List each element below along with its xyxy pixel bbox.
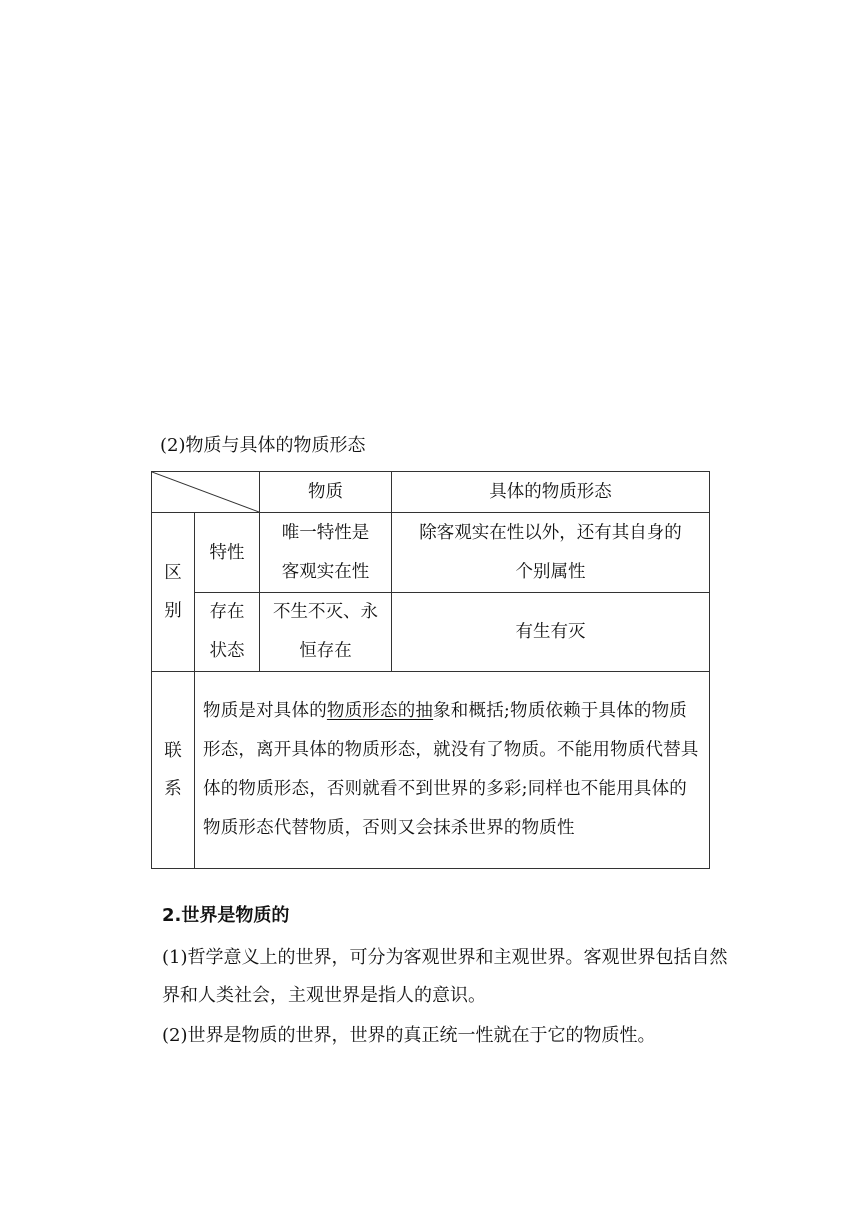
subsection-heading: (2)物质与具体的物质形态 bbox=[160, 435, 366, 456]
table-header-row bbox=[152, 472, 710, 513]
paragraph-2: (2)世界是物质的世界，世界的真正统一性就在于它的物质性。 bbox=[162, 1025, 656, 1046]
table-row bbox=[152, 672, 710, 869]
diagonal-line bbox=[152, 472, 259, 512]
concrete-state-cell: 有生有灭 bbox=[392, 593, 710, 672]
difference-group-label: 区 别 bbox=[152, 513, 195, 672]
relation-text-cell: 物质是对具体的物质形态的抽象和概括;物质依赖于具体的物质形态，离开具体的物质形态，就没有了物质。不能用物质代替具体的物质形态，否则就看不到世界的多彩;同样也不能用具体的物质形态代替物质，否则又会抹杀世界的物质性 bbox=[195, 672, 710, 869]
header-concrete-forms: 具体的物质形态 bbox=[392, 472, 710, 513]
paragraph-1: (1)哲学意义上的世界，可分为客观世界和主观世界。客观世界包括自然界和人类社会，主观世界是指人的意识。 bbox=[162, 947, 728, 1006]
underlined-phrase: 物质形态的抽 bbox=[326, 701, 434, 721]
row-label-property: 特性 bbox=[195, 513, 260, 593]
relation-group-label: 联 系 bbox=[152, 672, 195, 869]
matter-state-cell: 不生不灭、永 恒存在 bbox=[260, 593, 392, 672]
header-matter: 物质 bbox=[260, 472, 392, 513]
concrete-property-cell: 除客观实在性以外，还有其自身的 个别属性 bbox=[392, 513, 710, 593]
diagonal-header-cell bbox=[152, 472, 260, 513]
matter-property-cell: 唯一特性是 客观实在性 bbox=[260, 513, 392, 593]
matter-comparison-table bbox=[151, 471, 710, 869]
section-title: 2.世界是物质的 bbox=[162, 905, 290, 926]
row-label-state: 存在 状态 bbox=[195, 593, 260, 672]
table-row bbox=[152, 593, 710, 672]
table-row bbox=[152, 513, 710, 593]
